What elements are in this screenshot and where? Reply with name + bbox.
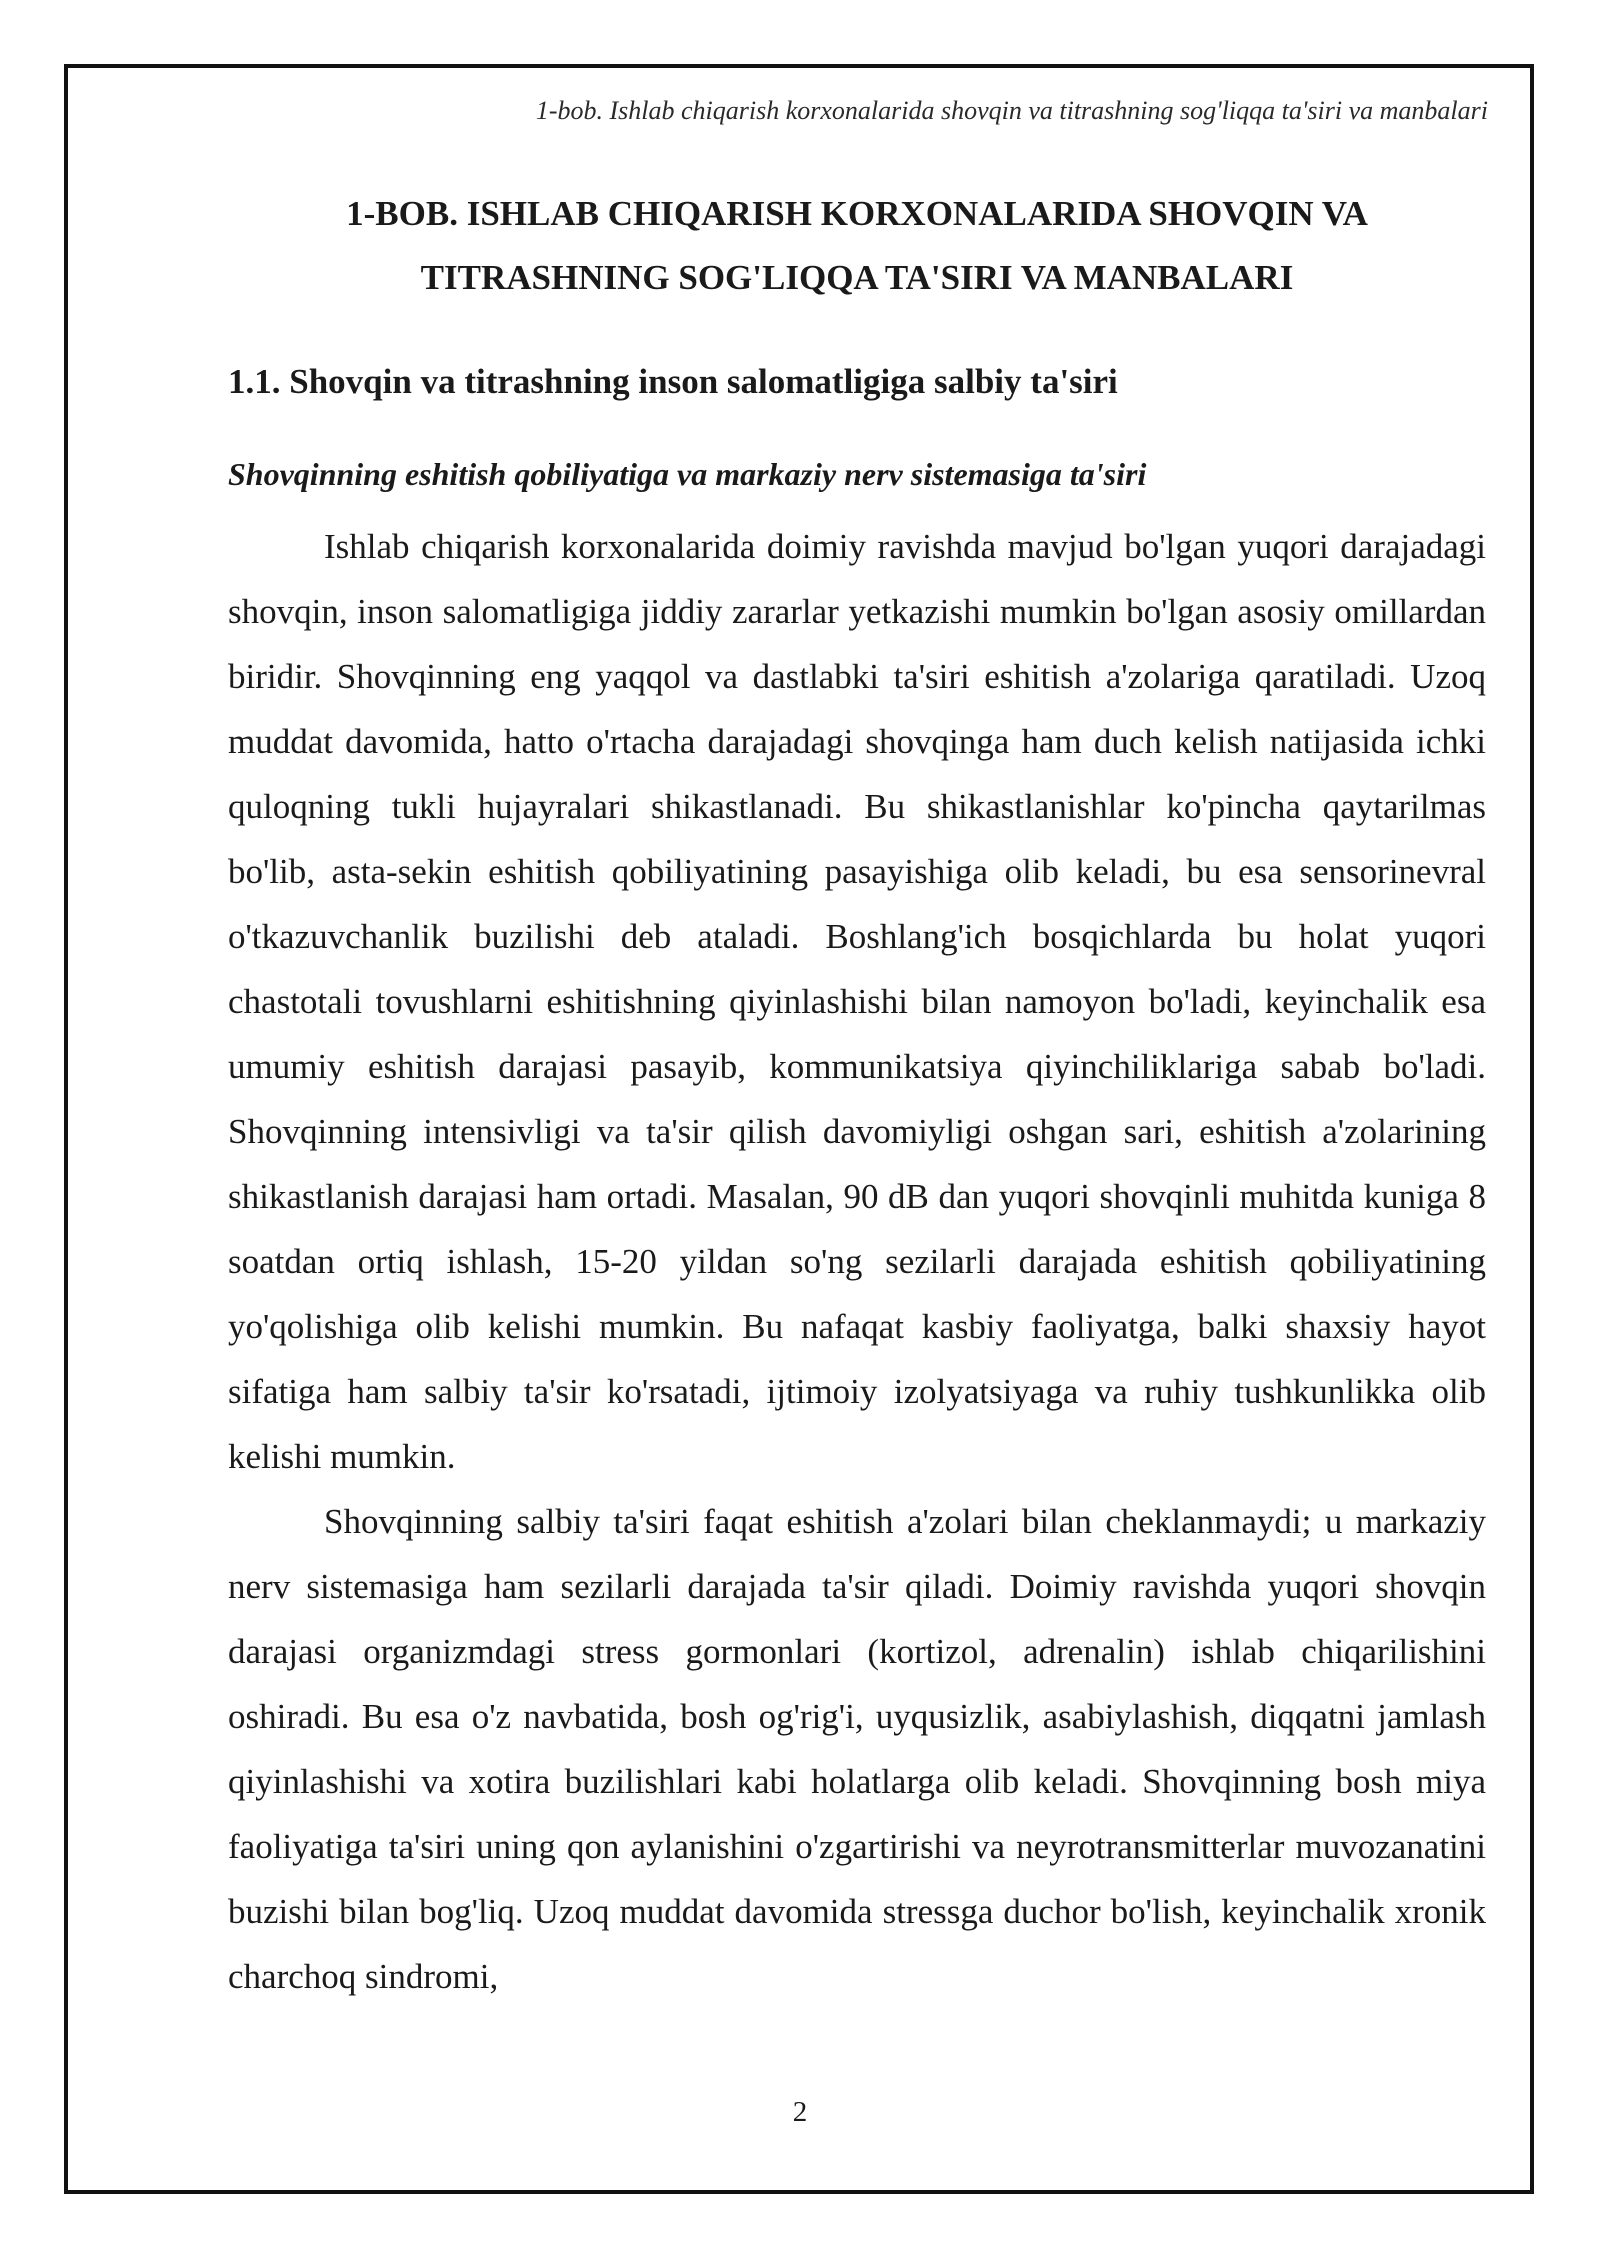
section-heading: 1.1. Shovqin va titrashning inson salomatligiga salbiy ta'siri [228, 362, 1118, 401]
chapter-title [228, 182, 1486, 310]
chapter-title-line-2: TITRASHNING SOG'LIQQA TA'SIRI VA MANBALARI [420, 258, 1294, 297]
subsection-heading: Shovqinning eshitish qobiliyatiga va markaziy nerv sistemasiga ta'siri [228, 456, 1147, 492]
paragraph-2: Shovqinning salbiy ta'siri faqat eshitish a'zolari bilan cheklanmaydi; u markaziy nerv sistemasiga ham sezilarli darajada ta'sir qiladi. Doimiy ravishda yuqori shovqin darajasi organizmdagi stress gormonlari (kortizol, adrenalin) ishlab chiqarilishini oshiradi. Bu esa o'z navbatida, bosh og'rig'i, uyqusizlik, asabiylashish, diqqatni jamlash qiyinlashishi va xotira buzilishlari kabi holatlarga olib keladi. Shovqinning bosh miya faoliyatiga ta'siri uning qon aylanishini o'zgartirishi va neyrotransmitterlar muvozanatini buzishi bilan bog'liq. Uzoq muddat davomida stressga duchor bo'lish, keyinchalik xronik charchoq sindromi, [228, 1502, 1486, 1996]
paragraph-1: Ishlab chiqarish korxonalarida doimiy ravishda mavjud bo'lgan yuqori darajadagi shovqin, inson salomatligiga jiddiy zararlar yetkazishi mumkin bo'lgan asosiy omillardan biridir. Shovqinning eng yaqqol va dastlabki ta'siri eshitish a'zolariga qaratiladi. Uzoq muddat davomida, hatto o'rtacha darajadagi shovqinga ham duch kelish natijasida ichki quloqning tukli hujayralari shikastlanadi. Bu shikastlanishlar ko'pincha qaytarilmas bo'lib, asta-sekin eshitish qobiliyatining pasayishiga olib keladi, bu esa sensorinevral o'tkazuvchanlik buzilishi deb ataladi. Boshlang'ich bosqichlarda bu holat yuqori chastotali tovushlarni eshitishning qiyinlashishi bilan namoyon bo'ladi, keyinchalik esa umumiy eshitish darajasi pasayib, kommunikatsiya qiyinchiliklariga sabab bo'ladi. Shovqinning intensivligi va ta'sir qilish davomiyligi oshgan sari, eshitish a'zolarining shikastlanish darajasi ham ortadi. Masalan, 90 dB dan yuqori shovqinli muhitda kuniga 8 soatdan ortiq ishlash, 15-20 yildan so'ng sezilarli darajada eshitish qobiliyatining yo'qolishiga olib kelishi mumkin. Bu nafaqat kasbiy faoliyatga, balki shaxsiy hayot sifatiga ham salbiy ta'sir ko'rsatadi, ijtimoiy izolyatsiyaga va ruhiy tushkunlikka olib kelishi mumkin. [228, 527, 1486, 1476]
running-header: 1-bob. Ishlab chiqarish korxonalarida shovqin va titrashning sog'liqqa ta'siri va manbalari [535, 96, 1488, 125]
body-text [228, 514, 1486, 2009]
chapter-title-line-1: 1-BOB. ISHLAB CHIQARISH KORXONALARIDA SHOVQIN VA [346, 194, 1368, 233]
page-number: 2 [792, 2096, 808, 2128]
